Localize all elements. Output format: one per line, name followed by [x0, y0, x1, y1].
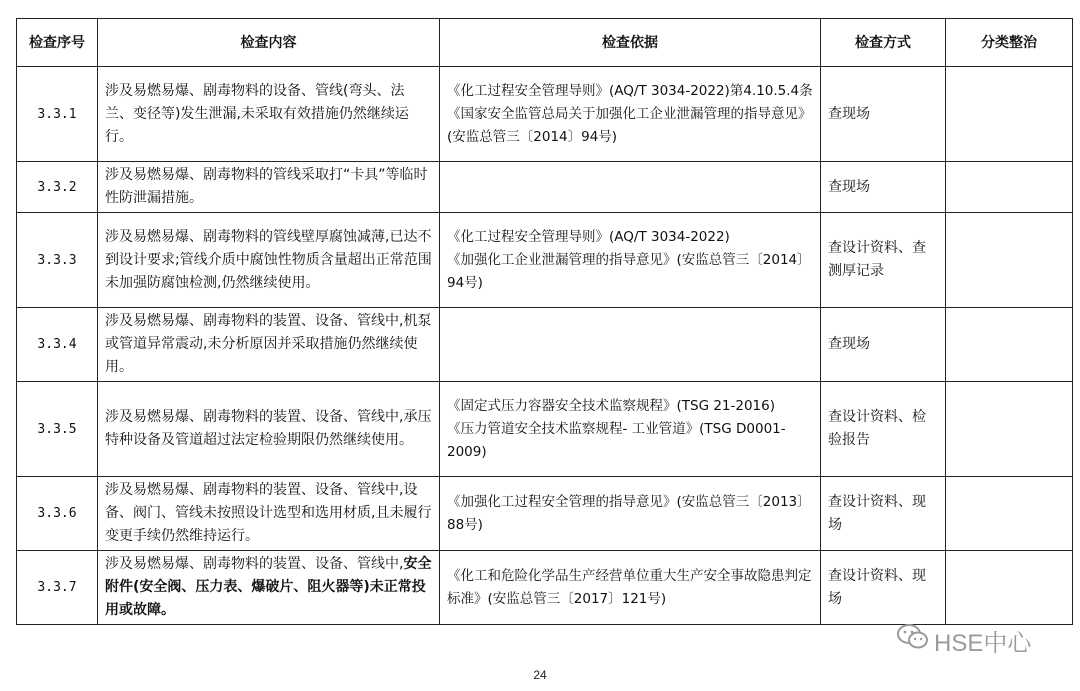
row-method: 查设计资料、现场	[821, 477, 946, 551]
basis-line: 《固定式压力容器安全技术监察规程》(TSG 21-2016)	[447, 397, 776, 414]
table-row	[17, 551, 1073, 625]
row-method: 查现场	[821, 308, 946, 382]
row-method: 查设计资料、现场	[821, 551, 946, 625]
row-method: 查设计资料、查测厚记录	[821, 213, 946, 308]
header-method: 检查方式	[821, 19, 946, 67]
row-basis	[440, 382, 821, 477]
row-method: 查现场	[821, 67, 946, 162]
basis-line: 《国家安全监管总局关于加强化工企业泄漏管理的指导意见》(安监总管三〔2014〕94号)	[447, 105, 812, 145]
table-row	[17, 213, 1073, 308]
header-basis: 检查依据	[440, 19, 821, 67]
row-content: 涉及易燃易爆、剧毒物料的装置、设备、管线中,设备、阀门、管线未按照设计选型和选用材质,且未履行变更手续仍然维持运行。	[98, 477, 440, 551]
row-num: 3.3.1	[17, 67, 98, 162]
row-content	[98, 551, 440, 625]
table-header-row	[17, 19, 1073, 67]
content-text: 涉及易燃易爆、剧毒物料的装置、设备、管线中,	[105, 556, 404, 572]
row-num: 3.3.7	[17, 551, 98, 625]
basis-line: 《化工过程安全管理导则》(AQ/T 3034-2022)第4.10.5.4条	[447, 82, 813, 99]
watermark	[896, 623, 1031, 658]
header-num: 检查序号	[17, 19, 98, 67]
row-basis	[440, 308, 821, 382]
table-row	[17, 162, 1073, 213]
row-num: 3.3.5	[17, 382, 98, 477]
table-row	[17, 308, 1073, 382]
row-remediation	[946, 477, 1073, 551]
content-bold-text: 安全附件(安全阀、压力表、爆破片、阻火器等)未正常投用或故障。	[105, 556, 432, 618]
row-content: 涉及易燃易爆、剧毒物料的装置、设备、管线中,机泵或管道异常震动,未分析原因并采取措施仍然继续使用。	[98, 308, 440, 382]
row-basis	[440, 477, 821, 551]
watermark-text: HSE中心	[934, 630, 1032, 657]
row-num: 3.3.4	[17, 308, 98, 382]
row-remediation	[946, 162, 1073, 213]
row-basis	[440, 162, 821, 213]
row-num: 3.3.3	[17, 213, 98, 308]
row-method: 查设计资料、检验报告	[821, 382, 946, 477]
basis-line: 《加强化工过程安全管理的指导意见》(安监总管三〔2013〕88号)	[447, 493, 811, 533]
basis-line: 《压力管道安全技术监察规程- 工业管道》(TSG D0001-2009)	[447, 420, 786, 460]
table-row	[17, 477, 1073, 551]
row-remediation	[946, 213, 1073, 308]
row-remediation	[946, 67, 1073, 162]
row-basis	[440, 67, 821, 162]
wechat-icon	[896, 623, 930, 658]
row-num: 3.3.6	[17, 477, 98, 551]
row-content: 涉及易燃易爆、剧毒物料的管线壁厚腐蚀减薄,已达不到设计要求;管线介质中腐蚀性物质含量超出正常范围未加强防腐蚀检测,仍然继续使用。	[98, 213, 440, 308]
page-number: 24	[533, 668, 547, 682]
row-basis	[440, 213, 821, 308]
header-content: 检查内容	[98, 19, 440, 67]
table-row	[17, 67, 1073, 162]
row-remediation	[946, 308, 1073, 382]
row-content: 涉及易燃易爆、剧毒物料的管线采取打“卡具”等临时性防泄漏措施。	[98, 162, 440, 213]
inspection-table	[16, 18, 1073, 625]
header-remediation: 分类整治	[946, 19, 1073, 67]
row-remediation	[946, 382, 1073, 477]
row-basis	[440, 551, 821, 625]
basis-line: 《化工过程安全管理导则》(AQ/T 3034-2022)	[447, 228, 730, 245]
basis-line: 《加强化工企业泄漏管理的指导意见》(安监总管三〔2014〕94号)	[447, 251, 811, 291]
table-row	[17, 382, 1073, 477]
row-method: 查现场	[821, 162, 946, 213]
basis-line: 《化工和危险化学品生产经营单位重大生产安全事故隐患判定标准》(安监总管三〔2017〕121号)	[447, 567, 812, 607]
row-remediation	[946, 551, 1073, 625]
row-content: 涉及易燃易爆、剧毒物料的装置、设备、管线中,承压特种设备及管道超过法定检验期限仍然继续使用。	[98, 382, 440, 477]
row-content: 涉及易燃易爆、剧毒物料的设备、管线(弯头、法兰、变径等)发生泄漏,未采取有效措施仍然继续运行。	[98, 67, 440, 162]
row-num: 3.3.2	[17, 162, 98, 213]
